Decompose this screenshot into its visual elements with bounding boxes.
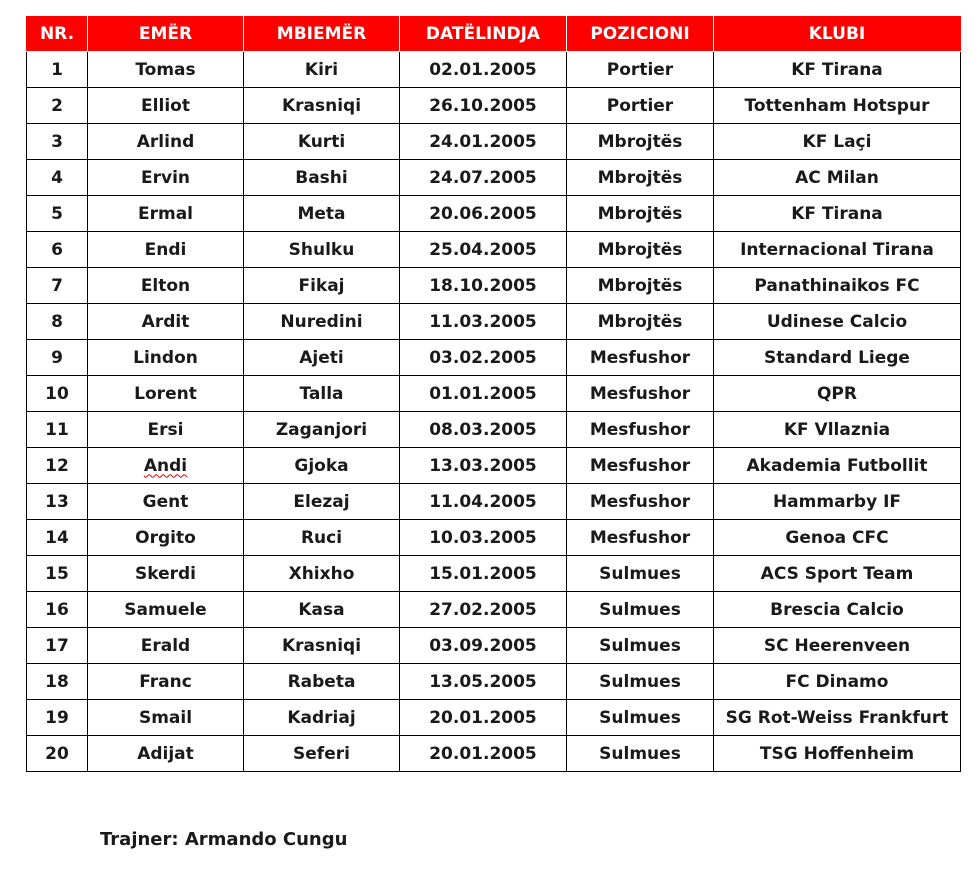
cell-birth-date: 03.02.2005 [400, 340, 567, 376]
cell-last-name: Kurti [244, 124, 400, 160]
cell-number: 3 [27, 124, 88, 160]
cell-last-name: Nuredini [244, 304, 400, 340]
cell-birth-date: 11.04.2005 [400, 484, 567, 520]
cell-first-name: Adijat [88, 736, 244, 772]
column-header-last-name: MBIEMËR [244, 16, 400, 52]
cell-birth-date: 13.03.2005 [400, 448, 567, 484]
cell-last-name: Kiri [244, 52, 400, 88]
cell-position: Mesfushor [567, 340, 714, 376]
cell-position: Mesfushor [567, 520, 714, 556]
cell-club: KF Tirana [714, 52, 961, 88]
cell-number: 9 [27, 340, 88, 376]
cell-position: Mesfushor [567, 448, 714, 484]
cell-club: Standard Liege [714, 340, 961, 376]
cell-last-name: Fikaj [244, 268, 400, 304]
cell-first-name: Lorent [88, 376, 244, 412]
cell-first-name: Gent [88, 484, 244, 520]
cell-club: TSG Hoffenheim [714, 736, 961, 772]
cell-birth-date: 20.01.2005 [400, 700, 567, 736]
cell-last-name: Meta [244, 196, 400, 232]
cell-last-name: Gjoka [244, 448, 400, 484]
cell-last-name: Krasniqi [244, 88, 400, 124]
cell-birth-date: 24.07.2005 [400, 160, 567, 196]
cell-number: 14 [27, 520, 88, 556]
cell-birth-date: 25.04.2005 [400, 232, 567, 268]
cell-last-name: Kasa [244, 592, 400, 628]
table-row [27, 232, 961, 268]
cell-first-name: Arlind [88, 124, 244, 160]
cell-first-name: Franc [88, 664, 244, 700]
table-row [27, 268, 961, 304]
cell-position: Sulmues [567, 556, 714, 592]
cell-first-name: Orgito [88, 520, 244, 556]
cell-birth-date: 20.06.2005 [400, 196, 567, 232]
cell-last-name: Ajeti [244, 340, 400, 376]
cell-last-name: Seferi [244, 736, 400, 772]
cell-first-name: Skerdi [88, 556, 244, 592]
table-row [27, 412, 961, 448]
cell-club: KF Vllaznia [714, 412, 961, 448]
cell-club: Internacional Tirana [714, 232, 961, 268]
table-row [27, 304, 961, 340]
cell-club: Panathinaikos FC [714, 268, 961, 304]
cell-position: Sulmues [567, 700, 714, 736]
table-row [27, 88, 961, 124]
table-header-row [27, 16, 961, 52]
table-row [27, 592, 961, 628]
cell-birth-date: 01.01.2005 [400, 376, 567, 412]
cell-number: 15 [27, 556, 88, 592]
cell-position: Sulmues [567, 628, 714, 664]
column-header-position: POZICIONI [567, 16, 714, 52]
cell-last-name: Bashi [244, 160, 400, 196]
cell-number: 6 [27, 232, 88, 268]
cell-number: 18 [27, 664, 88, 700]
cell-last-name: Rabeta [244, 664, 400, 700]
cell-birth-date: 08.03.2005 [400, 412, 567, 448]
cell-number: 13 [27, 484, 88, 520]
cell-position: Mesfushor [567, 412, 714, 448]
cell-position: Mesfushor [567, 484, 714, 520]
spellcheck-flagged-word: Andi [143, 455, 188, 476]
cell-first-name: Erald [88, 628, 244, 664]
cell-position: Mbrojtës [567, 304, 714, 340]
cell-club: Akademia Futbollit [714, 448, 961, 484]
cell-club: QPR [714, 376, 961, 412]
cell-position: Mbrojtës [567, 232, 714, 268]
cell-first-name: Elliot [88, 88, 244, 124]
cell-birth-date: 26.10.2005 [400, 88, 567, 124]
cell-birth-date: 20.01.2005 [400, 736, 567, 772]
table-row [27, 736, 961, 772]
cell-club: Hammarby IF [714, 484, 961, 520]
cell-position: Portier [567, 52, 714, 88]
cell-birth-date: 02.01.2005 [400, 52, 567, 88]
cell-last-name: Elezaj [244, 484, 400, 520]
cell-position: Mbrojtës [567, 196, 714, 232]
cell-number: 7 [27, 268, 88, 304]
cell-number: 10 [27, 376, 88, 412]
cell-last-name: Kadriaj [244, 700, 400, 736]
cell-club: SC Heerenveen [714, 628, 961, 664]
table-row [27, 124, 961, 160]
table-row [27, 160, 961, 196]
cell-first-name: Ervin [88, 160, 244, 196]
cell-position: Mesfushor [567, 376, 714, 412]
cell-first-name: Endi [88, 232, 244, 268]
cell-first-name [88, 448, 244, 484]
cell-first-name: Tomas [88, 52, 244, 88]
cell-club: KF Laçi [714, 124, 961, 160]
cell-club: FC Dinamo [714, 664, 961, 700]
column-header-first-name: EMËR [88, 16, 244, 52]
cell-number: 1 [27, 52, 88, 88]
table-row [27, 700, 961, 736]
table-row [27, 448, 961, 484]
cell-position: Sulmues [567, 664, 714, 700]
cell-birth-date: 13.05.2005 [400, 664, 567, 700]
cell-birth-date: 18.10.2005 [400, 268, 567, 304]
cell-number: 5 [27, 196, 88, 232]
cell-position: Mbrojtës [567, 268, 714, 304]
cell-first-name: Smail [88, 700, 244, 736]
cell-birth-date: 11.03.2005 [400, 304, 567, 340]
cell-club: AC Milan [714, 160, 961, 196]
cell-position: Mbrojtës [567, 124, 714, 160]
table-row [27, 484, 961, 520]
cell-position: Portier [567, 88, 714, 124]
cell-first-name: Ersi [88, 412, 244, 448]
cell-first-name: Samuele [88, 592, 244, 628]
cell-first-name: Ardit [88, 304, 244, 340]
cell-club: Genoa CFC [714, 520, 961, 556]
coach-label: Trajner: Armando Cungu [100, 829, 348, 850]
table-row [27, 520, 961, 556]
table-row [27, 376, 961, 412]
table-row [27, 196, 961, 232]
cell-club: Brescia Calcio [714, 592, 961, 628]
cell-first-name: Ermal [88, 196, 244, 232]
column-header-birth-date: DATËLINDJA [400, 16, 567, 52]
cell-position: Sulmues [567, 736, 714, 772]
cell-number: 8 [27, 304, 88, 340]
cell-club: ACS Sport Team [714, 556, 961, 592]
table-row [27, 556, 961, 592]
cell-club: SG Rot-Weiss Frankfurt [714, 700, 961, 736]
table-row [27, 628, 961, 664]
cell-number: 12 [27, 448, 88, 484]
cell-number: 11 [27, 412, 88, 448]
cell-club: Tottenham Hotspur [714, 88, 961, 124]
table-body [27, 52, 961, 772]
cell-number: 4 [27, 160, 88, 196]
cell-club: Udinese Calcio [714, 304, 961, 340]
cell-first-name: Elton [88, 268, 244, 304]
column-header-club: KLUBI [714, 16, 961, 52]
cell-birth-date: 15.01.2005 [400, 556, 567, 592]
cell-number: 19 [27, 700, 88, 736]
cell-birth-date: 27.02.2005 [400, 592, 567, 628]
cell-number: 17 [27, 628, 88, 664]
squad-table [26, 16, 961, 772]
cell-birth-date: 03.09.2005 [400, 628, 567, 664]
cell-last-name: Zaganjori [244, 412, 400, 448]
cell-number: 2 [27, 88, 88, 124]
cell-birth-date: 10.03.2005 [400, 520, 567, 556]
cell-last-name: Krasniqi [244, 628, 400, 664]
cell-number: 16 [27, 592, 88, 628]
table-row [27, 52, 961, 88]
table-row [27, 340, 961, 376]
cell-club: KF Tirana [714, 196, 961, 232]
cell-last-name: Shulku [244, 232, 400, 268]
cell-number: 20 [27, 736, 88, 772]
cell-position: Mbrojtës [567, 160, 714, 196]
cell-position: Sulmues [567, 592, 714, 628]
cell-last-name: Talla [244, 376, 400, 412]
table-row [27, 664, 961, 700]
cell-birth-date: 24.01.2005 [400, 124, 567, 160]
cell-last-name: Xhixho [244, 556, 400, 592]
cell-last-name: Ruci [244, 520, 400, 556]
column-header-number: NR. [27, 16, 88, 52]
cell-first-name: Lindon [88, 340, 244, 376]
